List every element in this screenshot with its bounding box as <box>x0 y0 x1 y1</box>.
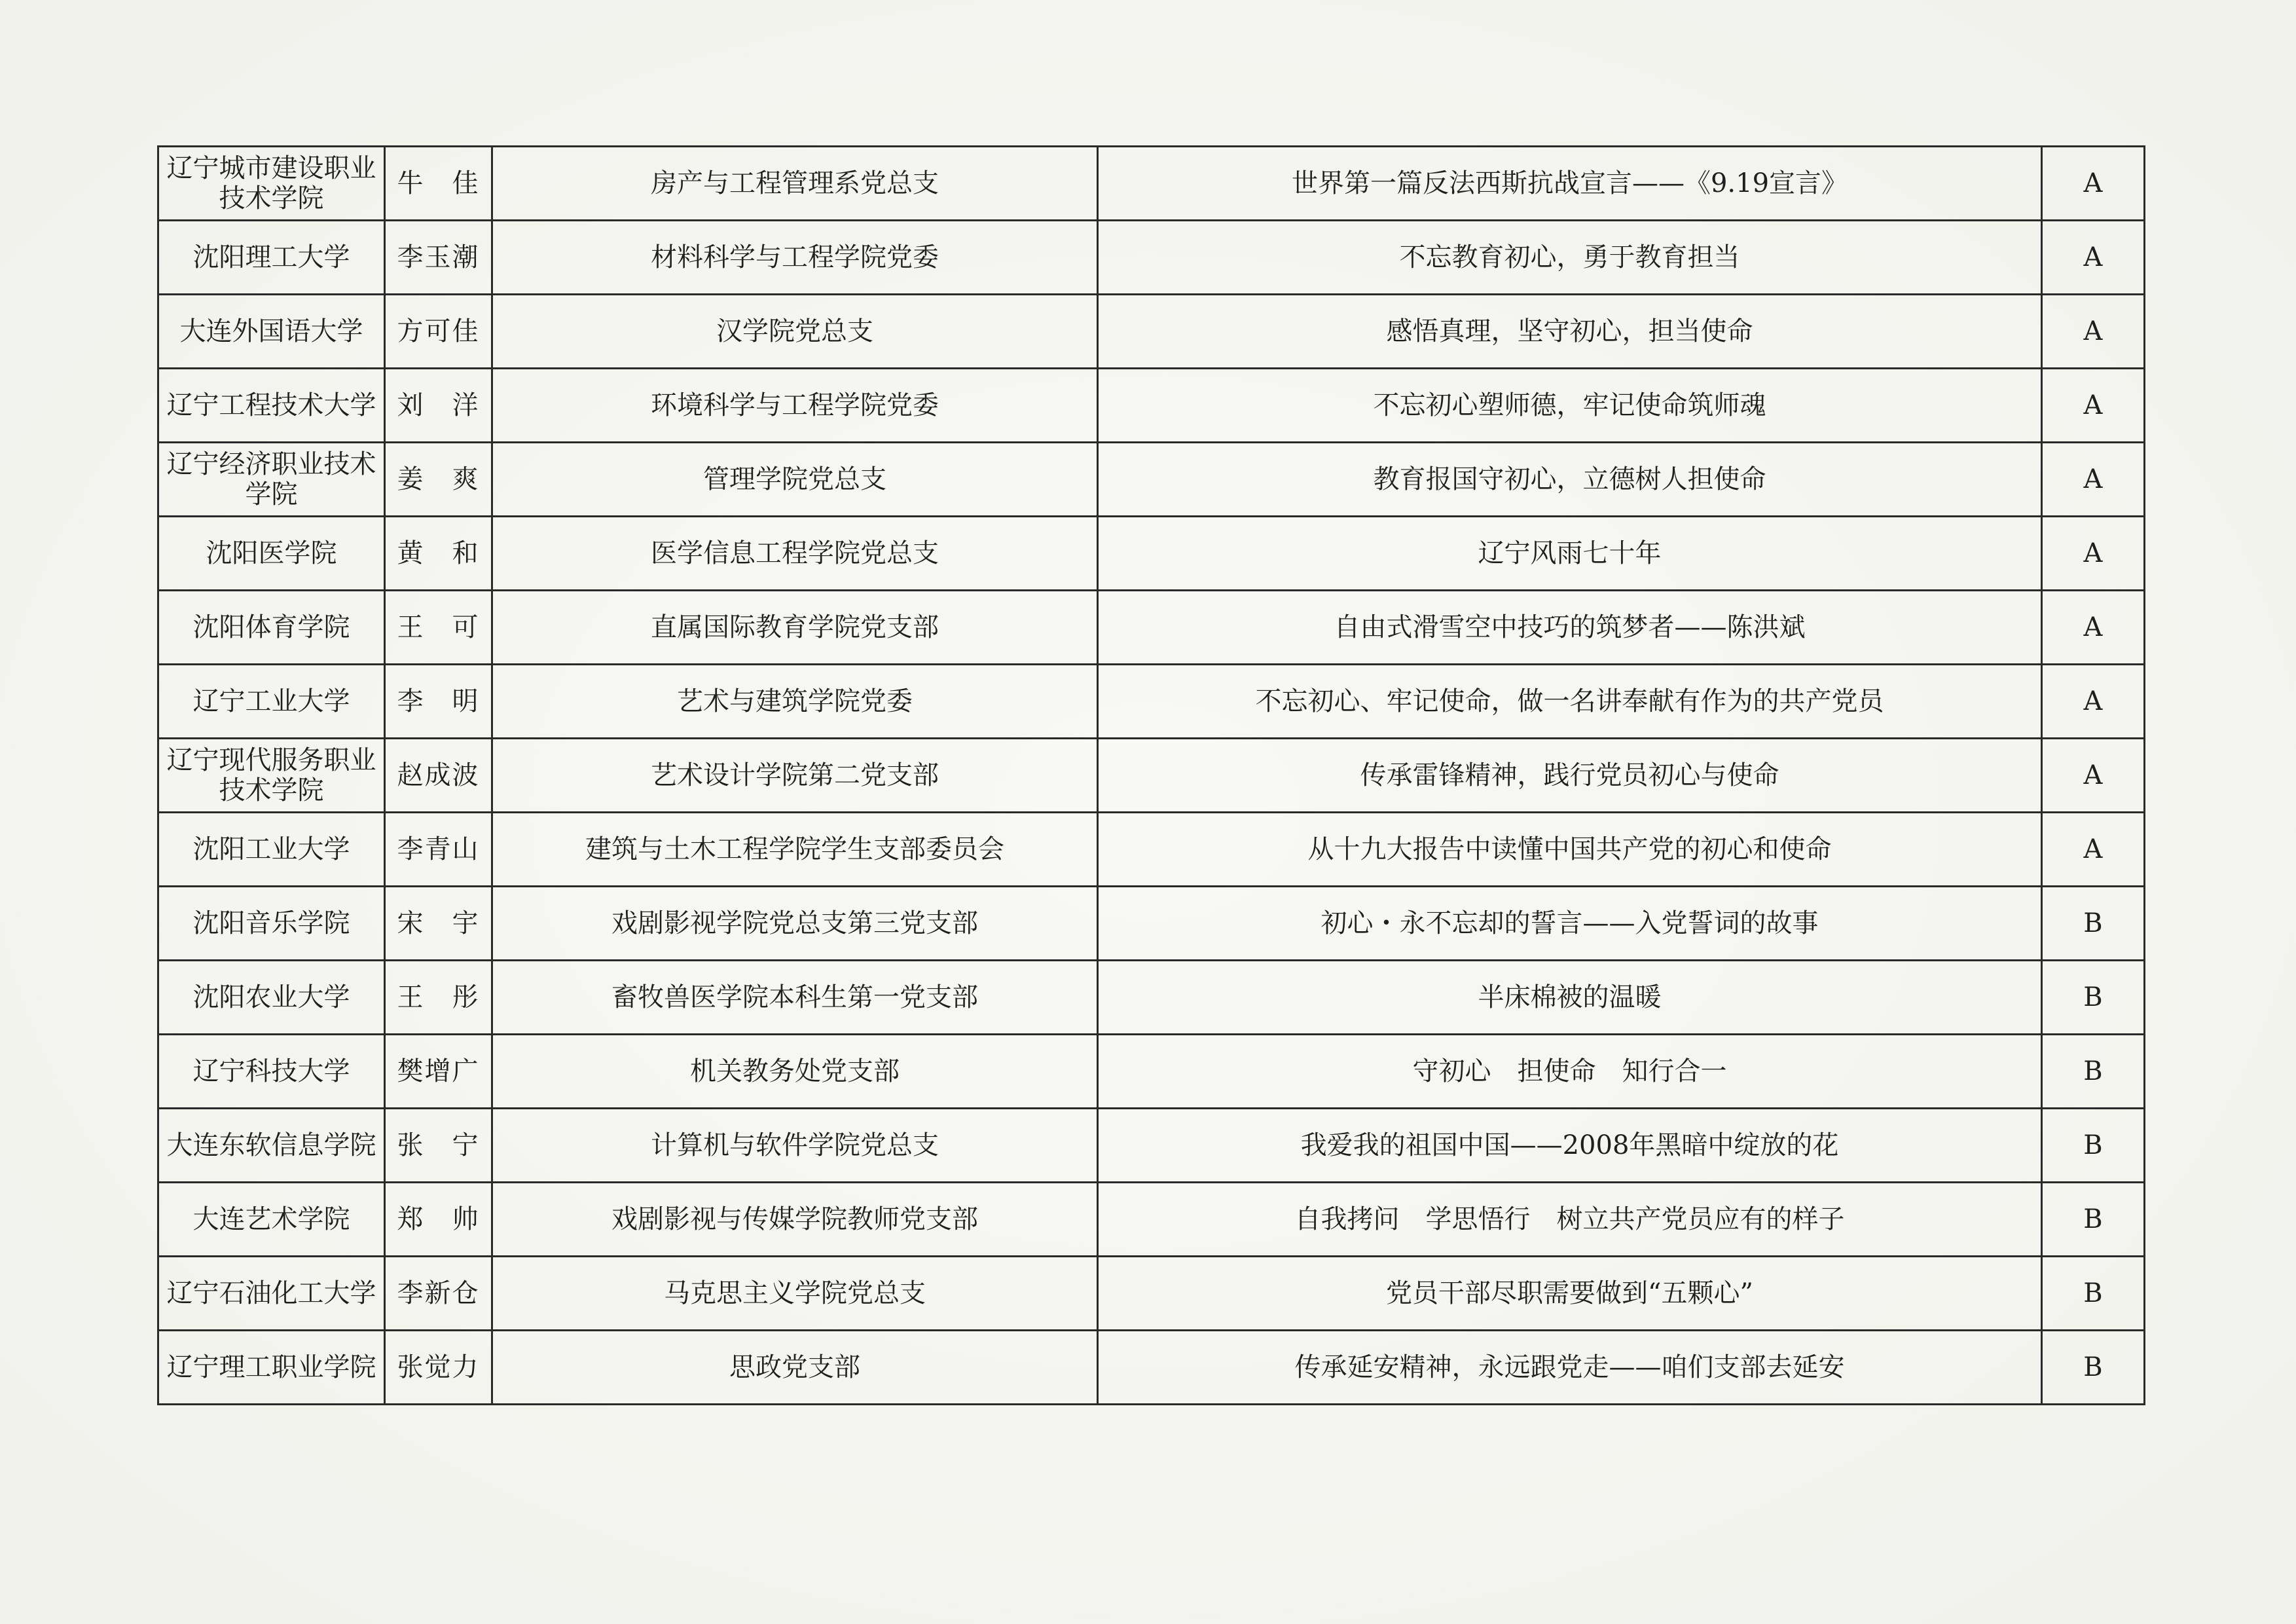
organization-cell: 戏剧影视与传媒学院教师党支部 <box>492 1183 1098 1257</box>
table-row <box>158 295 2145 369</box>
organization-cell: 计算机与软件学院党总支 <box>492 1109 1098 1183</box>
table-row <box>158 369 2145 443</box>
award-table <box>157 145 2145 1405</box>
school-cell: 沈阳工业大学 <box>158 813 385 887</box>
school-cell: 辽宁工程技术大学 <box>158 369 385 443</box>
table-row <box>158 1331 2145 1405</box>
organization-cell: 畜牧兽医学院本科生第一党支部 <box>492 961 1098 1035</box>
name-cell: 黄 和 <box>385 517 492 591</box>
title-cell: 半床棉被的温暖 <box>1098 961 2042 1035</box>
title-cell: 传承延安精神，永远跟党走——咱们支部去延安 <box>1098 1331 2042 1405</box>
name-cell: 牛 佳 <box>385 147 492 221</box>
grade-cell: B <box>2042 961 2145 1035</box>
grade-cell: B <box>2042 1257 2145 1331</box>
title-cell: 教育报国守初心，立德树人担使命 <box>1098 443 2042 517</box>
name-cell: 王 可 <box>385 591 492 665</box>
title-cell: 世界第一篇反法西斯抗战宣言——《9.19宣言》 <box>1098 147 2042 221</box>
title-cell: 我爱我的祖国中国——2008年黑暗中绽放的花 <box>1098 1109 2042 1183</box>
grade-cell: B <box>2042 887 2145 961</box>
organization-cell: 管理学院党总支 <box>492 443 1098 517</box>
grade-cell: B <box>2042 1183 2145 1257</box>
title-cell: 不忘教育初心，勇于教育担当 <box>1098 221 2042 295</box>
name-cell: 张觉力 <box>385 1331 492 1405</box>
grade-cell: B <box>2042 1331 2145 1405</box>
table-row <box>158 1109 2145 1183</box>
school-cell: 大连东软信息学院 <box>158 1109 385 1183</box>
organization-cell: 戏剧影视学院党总支第三党支部 <box>492 887 1098 961</box>
school-cell: 沈阳体育学院 <box>158 591 385 665</box>
grade-cell: A <box>2042 147 2145 221</box>
title-cell: 初心・永不忘却的誓言——入党誓词的故事 <box>1098 887 2042 961</box>
table-row <box>158 813 2145 887</box>
table-row <box>158 517 2145 591</box>
name-cell: 李青山 <box>385 813 492 887</box>
school-cell: 辽宁理工职业学院 <box>158 1331 385 1405</box>
grade-cell: A <box>2042 369 2145 443</box>
organization-cell: 艺术设计学院第二党支部 <box>492 739 1098 813</box>
organization-cell: 环境科学与工程学院党委 <box>492 369 1098 443</box>
grade-cell: B <box>2042 1109 2145 1183</box>
table-row <box>158 887 2145 961</box>
title-cell: 辽宁风雨七十年 <box>1098 517 2042 591</box>
organization-cell: 机关教务处党支部 <box>492 1035 1098 1109</box>
school-cell: 辽宁科技大学 <box>158 1035 385 1109</box>
grade-cell: B <box>2042 1035 2145 1109</box>
title-cell: 守初心 担使命 知行合一 <box>1098 1035 2042 1109</box>
grade-cell: A <box>2042 517 2145 591</box>
school-cell: 大连艺术学院 <box>158 1183 385 1257</box>
school-cell: 沈阳理工大学 <box>158 221 385 295</box>
title-cell: 不忘初心塑师德，牢记使命筑师魂 <box>1098 369 2042 443</box>
table-row <box>158 1183 2145 1257</box>
grade-cell: A <box>2042 813 2145 887</box>
table-row <box>158 147 2145 221</box>
school-cell: 沈阳农业大学 <box>158 961 385 1035</box>
school-cell: 沈阳医学院 <box>158 517 385 591</box>
school-cell: 大连外国语大学 <box>158 295 385 369</box>
organization-cell: 医学信息工程学院党总支 <box>492 517 1098 591</box>
grade-cell: A <box>2042 221 2145 295</box>
name-cell: 宋 宇 <box>385 887 492 961</box>
organization-cell: 汉学院党总支 <box>492 295 1098 369</box>
table-row <box>158 961 2145 1035</box>
name-cell: 张 宁 <box>385 1109 492 1183</box>
name-cell: 樊增广 <box>385 1035 492 1109</box>
school-cell: 辽宁现代服务职业技术学院 <box>158 739 385 813</box>
table-row <box>158 591 2145 665</box>
title-cell: 传承雷锋精神，践行党员初心与使命 <box>1098 739 2042 813</box>
name-cell: 王 彤 <box>385 961 492 1035</box>
table-row <box>158 665 2145 739</box>
table-row <box>158 443 2145 517</box>
name-cell: 方可佳 <box>385 295 492 369</box>
school-cell: 辽宁工业大学 <box>158 665 385 739</box>
organization-cell: 房产与工程管理系党总支 <box>492 147 1098 221</box>
school-cell: 沈阳音乐学院 <box>158 887 385 961</box>
school-cell: 辽宁城市建设职业技术学院 <box>158 147 385 221</box>
award-table-body <box>158 147 2145 1405</box>
grade-cell: A <box>2042 665 2145 739</box>
organization-cell: 艺术与建筑学院党委 <box>492 665 1098 739</box>
organization-cell: 直属国际教育学院党支部 <box>492 591 1098 665</box>
grade-cell: A <box>2042 443 2145 517</box>
organization-cell: 思政党支部 <box>492 1331 1098 1405</box>
table-row <box>158 221 2145 295</box>
grade-cell: A <box>2042 295 2145 369</box>
table-row <box>158 739 2145 813</box>
organization-cell: 材料科学与工程学院党委 <box>492 221 1098 295</box>
title-cell: 感悟真理，坚守初心，担当使命 <box>1098 295 2042 369</box>
table-row <box>158 1257 2145 1331</box>
name-cell: 李 明 <box>385 665 492 739</box>
name-cell: 李玉潮 <box>385 221 492 295</box>
school-cell: 辽宁石油化工大学 <box>158 1257 385 1331</box>
title-cell: 党员干部尽职需要做到“五颗心” <box>1098 1257 2042 1331</box>
name-cell: 郑 帅 <box>385 1183 492 1257</box>
title-cell: 自由式滑雪空中技巧的筑梦者——陈洪斌 <box>1098 591 2042 665</box>
grade-cell: A <box>2042 739 2145 813</box>
title-cell: 不忘初心、牢记使命，做一名讲奉献有作为的共产党员 <box>1098 665 2042 739</box>
name-cell: 姜 爽 <box>385 443 492 517</box>
organization-cell: 建筑与土木工程学院学生支部委员会 <box>492 813 1098 887</box>
grade-cell: A <box>2042 591 2145 665</box>
name-cell: 李新仓 <box>385 1257 492 1331</box>
table-row <box>158 1035 2145 1109</box>
name-cell: 刘 洋 <box>385 369 492 443</box>
school-cell: 辽宁经济职业技术学院 <box>158 443 385 517</box>
organization-cell: 马克思主义学院党总支 <box>492 1257 1098 1331</box>
name-cell: 赵成波 <box>385 739 492 813</box>
title-cell: 自我拷问 学思悟行 树立共产党员应有的样子 <box>1098 1183 2042 1257</box>
title-cell: 从十九大报告中读懂中国共产党的初心和使命 <box>1098 813 2042 887</box>
